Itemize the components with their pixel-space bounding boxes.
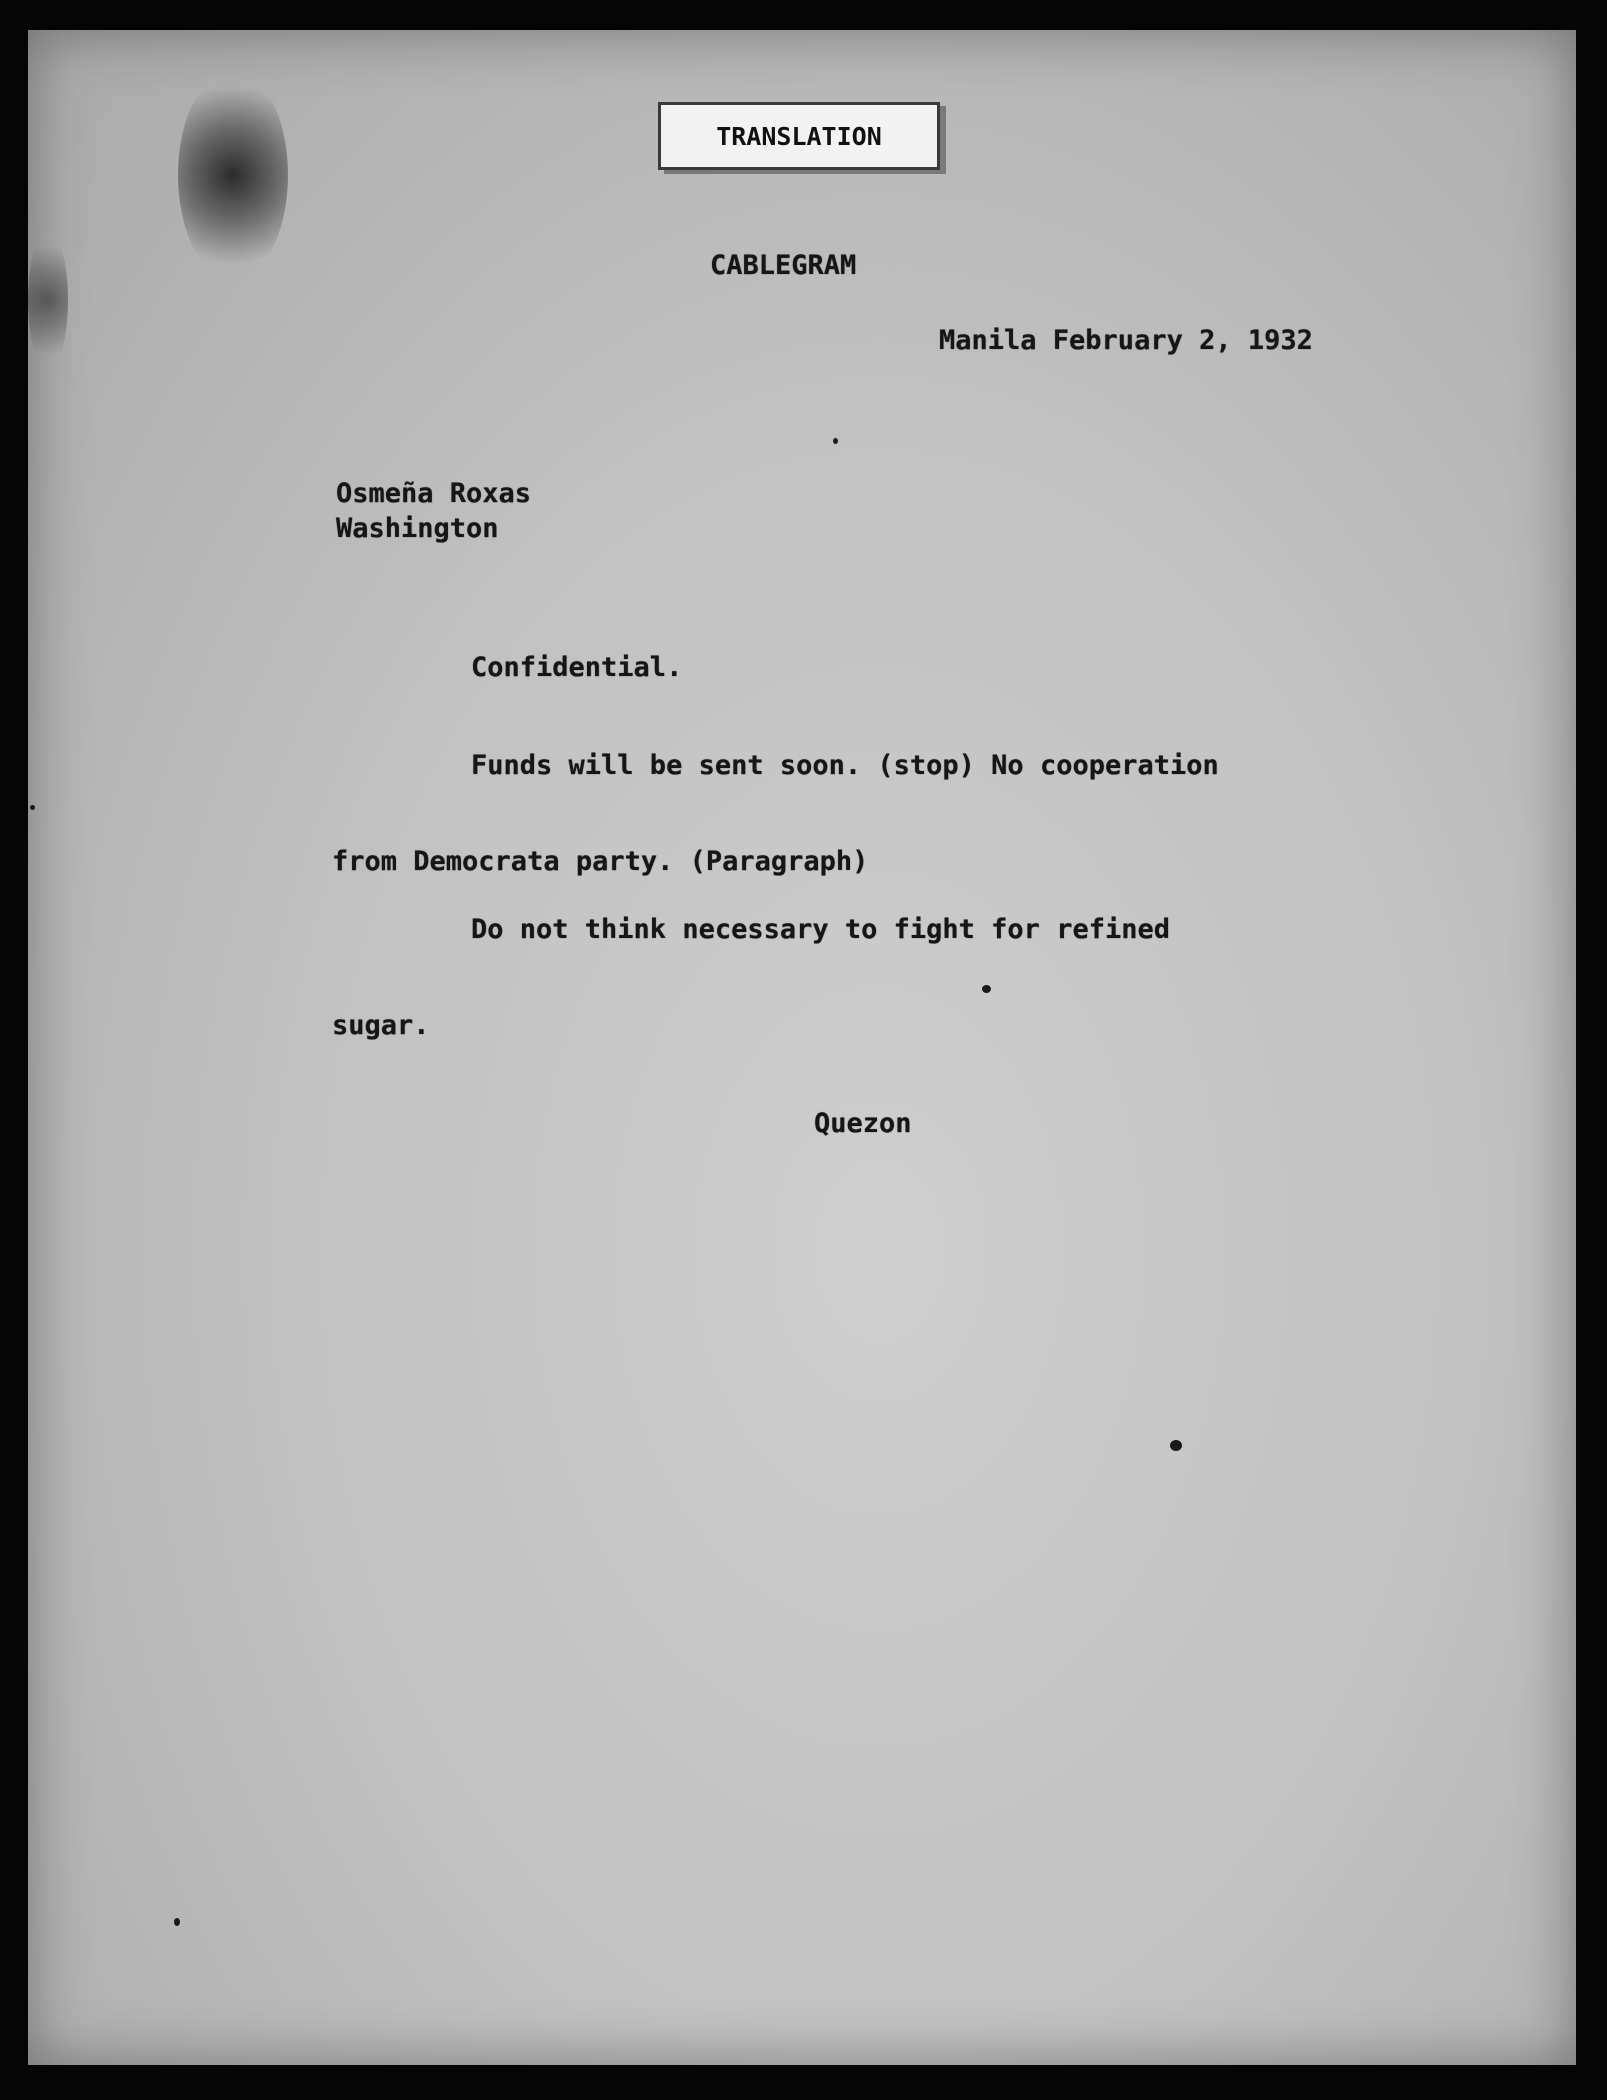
stamp-text: TRANSLATION bbox=[716, 121, 882, 151]
paper-sheet bbox=[28, 30, 1576, 2065]
speck bbox=[1170, 1440, 1182, 1451]
ink-smudge bbox=[28, 230, 68, 370]
addressee-city: Washington bbox=[336, 513, 499, 544]
document-heading: CABLEGRAM bbox=[710, 250, 857, 281]
addressee-name: Osmeña Roxas bbox=[336, 478, 532, 509]
speck bbox=[982, 985, 991, 993]
speck bbox=[833, 438, 838, 444]
speck bbox=[30, 805, 35, 810]
message-line: from Democrata party. (Paragraph) bbox=[332, 846, 869, 877]
translation-stamp bbox=[658, 102, 940, 170]
message-line: Do not think necessary to fight for refined bbox=[471, 914, 1170, 945]
place-and-date: Manila February 2, 1932 bbox=[939, 325, 1313, 356]
ink-smudge bbox=[178, 70, 288, 280]
speck bbox=[174, 1918, 180, 1926]
signature: Quezon bbox=[814, 1108, 912, 1139]
message-line: sugar. bbox=[332, 1010, 430, 1041]
message-line: Funds will be sent soon. (stop) No cooperation bbox=[471, 750, 1219, 781]
confidential-marking: Confidential. bbox=[471, 652, 683, 683]
